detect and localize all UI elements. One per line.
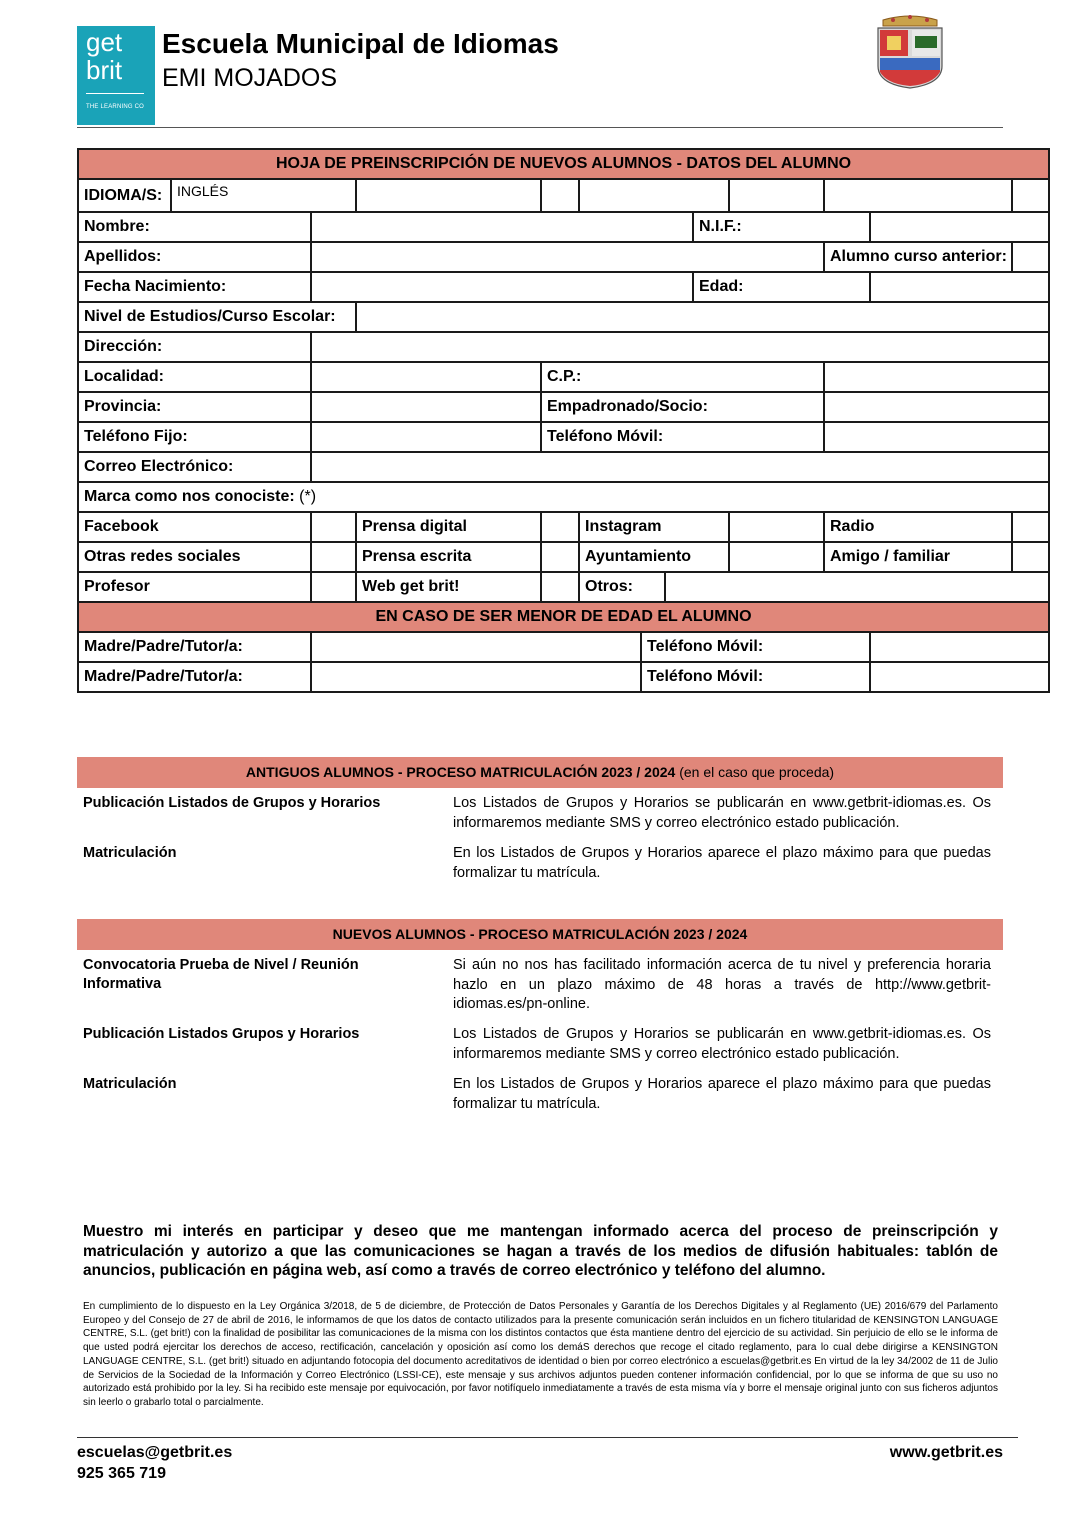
footer-divider: [77, 1437, 1018, 1438]
nuevos-section-title: NUEVOS ALUMNOS - PROCESO MATRICULACIÓN 2023 / 2024: [77, 919, 1003, 950]
nuevos-publicacion-text: Los Listados de Grupos y Horarios se publicarán en www.getbrit-idiomas.es. Os informaremos mediante SMS y correo electrónico estado publicación.: [453, 1026, 991, 1062]
empadronado-label: Empadronado/Socio:: [541, 392, 824, 422]
apellidos-field[interactable]: [311, 242, 824, 272]
antiguos-title-note: (en el caso que proceda): [679, 764, 835, 780]
footer-website[interactable]: www.getbrit.es: [889, 1444, 1003, 1461]
provincia-label: Provincia:: [78, 392, 311, 422]
idioma-field-1[interactable]: INGLÉS: [171, 179, 356, 212]
footer-phone: 925 365 719: [77, 1465, 166, 1482]
marca-note: (*): [299, 488, 317, 505]
option-web-label: Web get brit!: [356, 572, 541, 602]
marca-label: Marca como nos conociste:: [84, 488, 295, 505]
nivel-estudios-field[interactable]: [356, 302, 1049, 332]
menor-section-title: EN CASO DE SER MENOR DE EDAD EL ALUMNO: [78, 602, 1049, 632]
option-profesor-checkbox[interactable]: [311, 572, 356, 602]
antiguos-section-title: [77, 757, 1003, 788]
idioma-field-4[interactable]: [579, 179, 729, 212]
tutor2-movil-label: Teléfono Móvil:: [641, 662, 870, 692]
option-ayuntamiento-label: Ayuntamiento: [579, 542, 729, 572]
option-amigo-label: Amigo / familiar: [824, 542, 1012, 572]
apellidos-label: Apellidos:: [78, 242, 311, 272]
option-otros-label: Otros:: [579, 572, 665, 602]
nombre-label: Nombre:: [78, 212, 311, 242]
localidad-label: Localidad:: [78, 362, 311, 392]
option-prensa-digital-label: Prensa digital: [356, 512, 541, 542]
correo-field[interactable]: [311, 452, 1049, 482]
page-title: Escuela Municipal de Idiomas: [162, 28, 559, 59]
footer-email[interactable]: escuelas@getbrit.es: [77, 1444, 233, 1461]
telefono-fijo-field[interactable]: [311, 422, 541, 452]
option-prensa-escrita-checkbox[interactable]: [541, 542, 579, 572]
idioma-field-2[interactable]: [356, 179, 541, 212]
empadronado-field[interactable]: [824, 392, 1049, 422]
nuevos-convocatoria-text: Si aún no nos has facilitado información acerca de tu nivel y preferencia horaria hazlo en un plazo máximo de 48 horas a través de http://www.getbrit-idiomas.es/pn-online.: [453, 957, 991, 1012]
form-section-title: HOJA DE PREINSCRIPCIÓN DE NUEVOS ALUMNOS - DATOS DEL ALUMNO: [78, 149, 1049, 179]
nombre-field[interactable]: [311, 212, 693, 242]
tutor1-movil-field[interactable]: [870, 632, 1049, 662]
alumno-anterior-field[interactable]: [1012, 242, 1049, 272]
option-otros-field[interactable]: [665, 572, 1049, 602]
option-instagram-checkbox[interactable]: [729, 512, 824, 542]
edad-field[interactable]: [870, 272, 1049, 302]
antiguos-publicacion-label: Publicación Listados de Grupos y Horarios: [83, 795, 381, 811]
antiguos-matriculacion-text: En los Listados de Grupos y Horarios aparece el plazo máximo para que puedas formalizar tu matrícula.: [453, 845, 991, 881]
option-web-checkbox[interactable]: [541, 572, 579, 602]
tutor1-movil-label: Teléfono Móvil:: [641, 632, 870, 662]
option-ayuntamiento-checkbox[interactable]: [729, 542, 824, 572]
nuevos-matriculacion-text: En los Listados de Grupos y Horarios aparece el plazo máximo para que puedas formalizar tu matrícula.: [453, 1076, 991, 1112]
idioma-label: IDIOMA/S:: [78, 179, 171, 212]
telefono-movil-field[interactable]: [824, 422, 1049, 452]
option-facebook-checkbox[interactable]: [311, 512, 356, 542]
alumno-anterior-label: Alumno curso anterior:: [824, 242, 1012, 272]
nif-field[interactable]: [870, 212, 1049, 242]
nuevos-publicacion-label: Publicación Listados Grupos y Horarios: [83, 1026, 360, 1042]
tutor2-movil-field[interactable]: [870, 662, 1049, 692]
localidad-field[interactable]: [311, 362, 541, 392]
option-otras-redes-checkbox[interactable]: [311, 542, 356, 572]
tutor1-label: Madre/Padre/Tutor/a:: [78, 632, 311, 662]
tutor2-label: Madre/Padre/Tutor/a:: [78, 662, 311, 692]
option-amigo-checkbox[interactable]: [1012, 542, 1049, 572]
telefono-fijo-label: Teléfono Fijo:: [78, 422, 311, 452]
correo-label: Correo Electrónico:: [78, 452, 311, 482]
edad-label: Edad:: [693, 272, 870, 302]
option-profesor-label: Profesor: [78, 572, 311, 602]
nif-label: N.I.F.:: [693, 212, 870, 242]
nuevos-convocatoria-label: Convocatoria Prueba de Nivel / Reunión Informativa: [83, 957, 359, 992]
antiguos-publicacion-text: Los Listados de Grupos y Horarios se publicarán en www.getbrit-idiomas.es. Os informaremos mediante SMS y correo electrónico estado publicación.: [453, 795, 991, 831]
option-radio-label: Radio: [824, 512, 1012, 542]
option-prensa-digital-checkbox[interactable]: [541, 512, 579, 542]
logo-text-brit: brit: [86, 55, 123, 85]
idioma-field-6[interactable]: [824, 179, 1012, 212]
antiguos-matriculacion-label: Matriculación: [83, 845, 177, 861]
option-instagram-label: Instagram: [579, 512, 729, 542]
page-subtitle: EMI MOJADOS: [162, 64, 338, 92]
fecha-nacimiento-label: Fecha Nacimiento:: [78, 272, 311, 302]
provincia-field[interactable]: [311, 392, 541, 422]
fecha-nacimiento-field[interactable]: [311, 272, 693, 302]
cp-label: C.P.:: [541, 362, 824, 392]
getbrit-logo: [77, 26, 155, 125]
option-prensa-escrita-label: Prensa escrita: [356, 542, 541, 572]
logo-rule: [86, 93, 144, 94]
option-facebook-label-spacer: [171, 512, 311, 542]
option-radio-checkbox[interactable]: [1012, 512, 1049, 542]
direccion-label: Dirección:: [78, 332, 311, 362]
consent-statement: Muestro mi interés en participar y deseo que me mantengan informado acerca del proceso de preinscripción y matriculación y autorizo a que las comunicaciones se hagan a través de los medios de difusión habituales: tablón de anuncios, publicación en página web, así como a través de correo electrónico y teléfono del alumno.: [83, 1223, 998, 1279]
logo-text-get: get: [86, 27, 123, 57]
idioma-field-7[interactable]: [1012, 179, 1049, 212]
tutor2-field[interactable]: [311, 662, 641, 692]
telefono-movil-label: Teléfono Móvil:: [541, 422, 824, 452]
municipal-crest-icon: [873, 14, 947, 90]
logo-tagline: THE LEARNING CO: [86, 104, 145, 110]
marca-row: [78, 482, 1049, 512]
nivel-estudios-label: Nivel de Estudios/Curso Escolar:: [78, 302, 356, 332]
idioma-field-5[interactable]: [729, 179, 824, 212]
idioma-field-3[interactable]: [541, 179, 579, 212]
nuevos-matriculacion-label: Matriculación: [83, 1076, 177, 1092]
antiguos-title: ANTIGUOS ALUMNOS - PROCESO MATRICULACIÓN 2023 / 2024: [245, 764, 676, 780]
cp-field[interactable]: [824, 362, 1049, 392]
legal-notice: En cumplimiento de lo dispuesto en la Ley Orgánica 3/2018, de 5 de diciembre, de Protección de Datos Personales y Garantía de los Derechos Digitales y al Reglamento (UE) 2016/679 del Parlamento Europeo y del Consejo de 27 de abril de 2016, le informamos de que los datos de contacto utilizados para la presente comunicación serán incluidos en un fichero titularidad de KENSINGTON LANGUAGE CENTRE, S.L. (get brit!) con la finalidad de posibilitar las comunicaciones de la misma con los distintos contactos que ésta mantiene dentro del ejercicio de su actividad. Sin perjuicio de ello se le informa de que usted podrá ejercitar los derechos de acceso, rectificación, cancelación y oposición así como los demáS derechos que recoge el citado reglamento, para lo cual debe dirigirse a KENSINGTON LANGUAGE CENTRE, S.L. (get brit!) situado en adjuntando fotocopia del documento acreditativos de identidad o bien por correo electrónico a escuelas@getbrit.es En virtud de la ley 34/2002 de 11 de Julio de Servicios de la Sociedad de la Información y Correo Electrónico (LSSI-CE), este mensaje y sus archivos adjuntos pueden contener información confidencial, por lo que se informa de que su uso no autorizado está prohibido por la ley. Si ha recibido este mensaje por equivocación, por favor notifíquelo inmediatamente a través de esta misma vía y borre el mensaje original junto con sus ficheros adjuntos sin leerlo o grabarlo total o parcialmente.: [83, 1301, 998, 1408]
tutor1-field[interactable]: [311, 632, 641, 662]
direccion-field[interactable]: [311, 332, 1049, 362]
preinscription-form: [77, 148, 1050, 693]
header-divider: [77, 127, 1003, 128]
option-otras-redes-label: Otras redes sociales: [78, 542, 311, 572]
option-facebook-label: Facebook: [78, 512, 171, 542]
